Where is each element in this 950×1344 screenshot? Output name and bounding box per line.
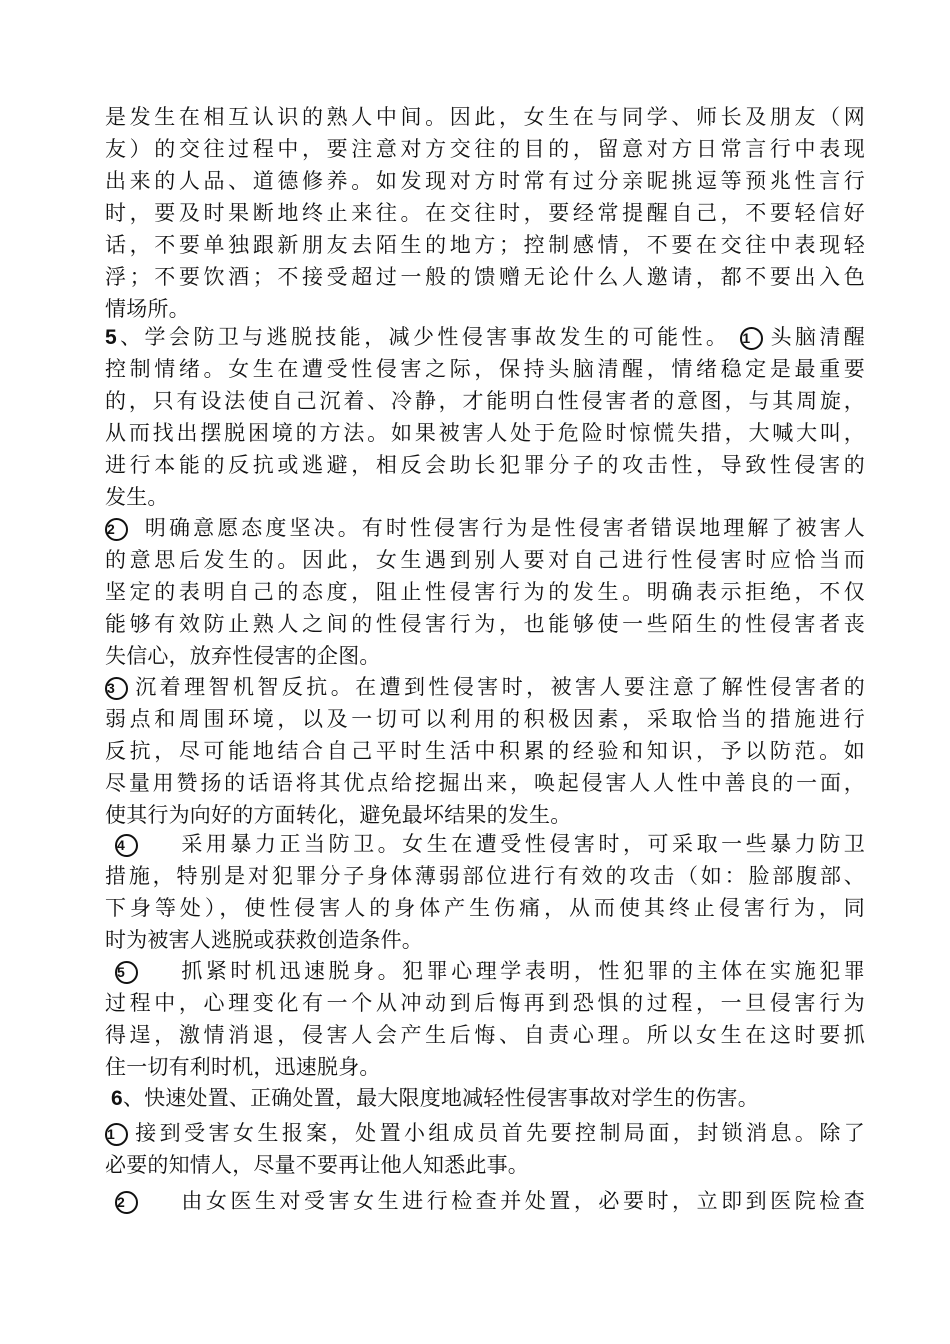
circled-number-marker: 3 (105, 677, 128, 700)
text-line: 时，要及时果断地终止来往。在交往时，要经常提醒自己，不要轻信好 (105, 201, 865, 225)
item-first-text: 接到受害女生报案，处置小组成员首先要控制局面，封锁消息。除了 (132, 1121, 865, 1145)
item-first-text: 抓紧时机迅速脱身。犯罪心理学表明，性犯罪的主体在实施犯罪 (178, 959, 865, 983)
text-line: 从而找出摆脱困境的方法。如果被害人处于危险时惊慌失措，大喊大叫， (105, 421, 865, 445)
paragraph-section-5 (105, 321, 865, 513)
section-number: 5 (105, 326, 117, 349)
text-line: 发生。 (105, 485, 169, 509)
text-line: 失信心，放弃性侵害的企图。 (105, 644, 381, 668)
section-heading-line (105, 1082, 865, 1114)
text-line: 坚定的表明自己的态度，阻止性侵害行为的发生。明确表示拒绝，不仅 (105, 580, 865, 604)
text-line: 下身等处），使性侵害人的身体产生伤痛，从而使其终止侵害行为，同 (105, 896, 865, 920)
item-first-line (105, 512, 865, 544)
item-first-text: 由女医生对受害女生进行检查并处置，必要时，立即到医院检查 (178, 1189, 865, 1213)
text-line: 过程中，心理变化有一个从冲动到后悔再到恐惧的过程，一旦侵害行为 (105, 991, 865, 1015)
item-first-text: 采用暴力正当防卫。女生在遭受性侵害时，可采取一些暴力防卫 (178, 832, 865, 856)
text-line: 反抗，尽可能地结合自己平时生活中积累的经验和知识，予以防范。如 (105, 739, 865, 763)
section-number: 6 (111, 1087, 123, 1110)
item-first-text: 沉着理智机智反抗。在遭到性侵害时，被害人要注意了解性侵害者的 (132, 675, 865, 699)
item-first-text: 明确意愿态度坚决。有时性侵害行为是性侵害者错误地理解了被害人 (142, 516, 865, 540)
section-heading-text: 、学会防卫与逃脱技能，减少性侵害事故发生的可能性。 (116, 325, 731, 349)
text-line: 情场所。 (105, 297, 190, 321)
paragraph-intro (105, 101, 865, 325)
section-heading-text: 、快速处置、正确处置，最大限度地减轻性侵害事故对学生的伤害。 (122, 1086, 759, 1110)
paragraph-5-item-3 (105, 671, 865, 831)
text-line: 住一切有利时机，迅速脱身。 (105, 1055, 381, 1079)
text-line: 出来的人品、道德修养。如发现对方时常有过分亲昵挑逗等预兆性言行 (105, 169, 865, 193)
circled-number-marker: 1 (105, 1123, 128, 1146)
item-first-line (105, 1117, 865, 1149)
text-line: 必要的知情人，尽量不要再让他人知悉此事。 (105, 1153, 529, 1177)
text-line: 的意思后发生的。因此，女生遇到别人要对自己进行性侵害时应恰当而 (105, 548, 865, 572)
circled-number-marker: 1 (740, 327, 763, 350)
text-line: 措施，特别是对犯罪分子身体薄弱部位进行有效的攻击（如：脸部腹部、 (105, 864, 865, 888)
text-line: 弱点和周围环境，以及一切可以利用的积极因素，采取恰当的措施进行 (105, 707, 865, 731)
circled-number-marker: 5 (115, 961, 138, 984)
item-first-line (105, 828, 865, 860)
paragraph-5-item-4 (105, 828, 865, 956)
text-line: 进行本能的反抗或逃避，相反会助长犯罪分子的攻击性，导致性侵害的 (105, 453, 865, 477)
text-line: 浮；不要饮酒；不接受超过一般的馈赠无论什么人邀请，都不要出入色 (105, 265, 865, 289)
text-line: 时为被害人逃脱或获救创造条件。 (105, 928, 423, 952)
paragraph-6-item-2 (105, 1185, 865, 1217)
circled-number-marker: 2 (115, 1191, 138, 1214)
paragraph-5-item-5 (105, 955, 865, 1083)
text-line: 尽量用赞扬的话语将其优点给挖掘出来，唤起侵害人人性中善良的一面， (105, 771, 865, 795)
text-line: 话，不要单独跟新朋友去陌生的地方；控制感情，不要在交往中表现轻 (105, 233, 865, 257)
paragraph-6-item-1 (105, 1117, 865, 1181)
item-first-line (105, 671, 865, 703)
text-line: 控制情绪。女生在遭受性侵害之际，保持头脑清醒，情绪稳定是最重要 (105, 357, 865, 381)
item-first-line (105, 955, 865, 987)
item-first-line (105, 1185, 865, 1217)
text-line: 是发生在相互认识的熟人中间。因此，女生在与同学、师长及朋友（网 (105, 105, 865, 129)
paragraph-5-item-2 (105, 512, 865, 672)
circled-number-marker: 2 (105, 518, 128, 541)
text-line: 使其行为向好的方面转化，避免最坏结果的发生。 (105, 803, 572, 827)
text-line: 能够有效防止熟人之间的性侵害行为，也能够使一些陌生的性侵害者丧 (105, 612, 865, 636)
section-heading-tail: 头脑清醒 (767, 325, 865, 349)
paragraph-section-6 (105, 1082, 865, 1114)
circled-number-marker: 4 (115, 834, 138, 857)
section-heading-line (105, 321, 865, 353)
text-line: 友）的交往过程中，要注意对方交往的目的，留意对方日常言行中表现 (105, 137, 865, 161)
text-line: 的，只有设法使自己沉着、冷静，才能明白性侵害者的意图，与其周旋， (105, 389, 865, 413)
text-line: 得逞，激情消退，侵害人会产生后悔、自责心理。所以女生在这时要抓 (105, 1023, 865, 1047)
